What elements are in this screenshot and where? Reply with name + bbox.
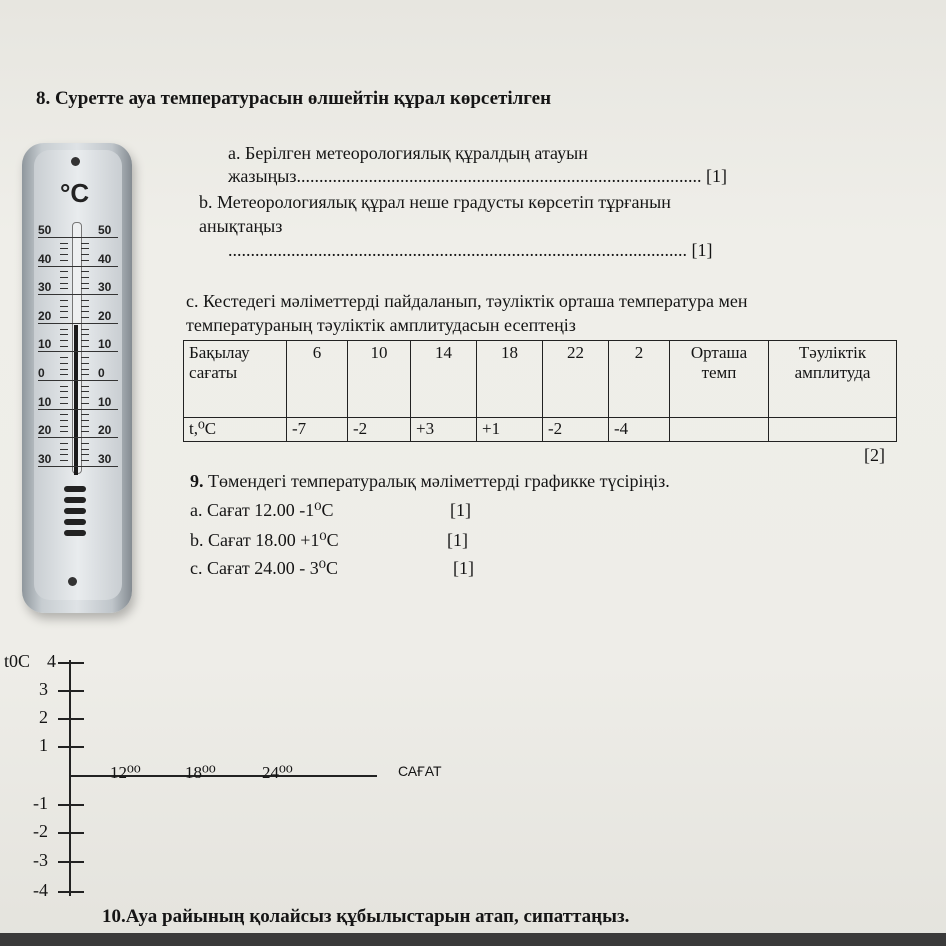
thermometer-minor-tick <box>81 386 89 387</box>
thermometer-bulb-segment <box>64 497 86 503</box>
thermometer-minor-tick <box>81 334 89 335</box>
thermometer-minor-tick <box>81 414 89 415</box>
thermometer-minor-tick <box>81 391 89 392</box>
thermometer-minor-tick <box>81 329 89 330</box>
thermometer-minor-tick <box>81 294 93 295</box>
thermometer-scale-label: 30 <box>38 451 52 466</box>
thermometer-minor-tick <box>60 454 68 455</box>
table-amp-label: Тәуліктік амплитуда <box>769 341 897 418</box>
thermometer-minor-tick <box>81 351 93 352</box>
thermometer-minor-tick <box>60 414 68 415</box>
thermometer-major-tick <box>38 409 118 410</box>
thermometer-minor-tick <box>60 334 68 335</box>
thermometer-minor-tick <box>60 277 68 278</box>
thermometer-minor-tick <box>81 369 89 370</box>
thermometer-minor-tick <box>60 329 68 330</box>
thermometer-minor-tick <box>60 409 72 410</box>
thermometer-minor-tick <box>81 317 89 318</box>
thermometer-minor-tick <box>60 374 68 375</box>
graph-x-tick: 24⁰⁰ <box>262 763 293 782</box>
table-temp-cell: -4 <box>609 418 670 442</box>
thermometer-minor-tick <box>81 460 89 461</box>
table-avg-label: Орташа темп <box>670 341 769 418</box>
graph-y-tick-mark <box>58 861 84 863</box>
thermometer-minor-tick <box>60 294 72 295</box>
thermometer-minor-tick <box>81 254 89 255</box>
thermometer-minor-tick <box>81 374 89 375</box>
q8-c-line2: температураның тәуліктік амплитудасын есептеңіз <box>186 315 576 335</box>
thermometer-minor-tick <box>81 449 89 450</box>
thermometer-minor-tick <box>81 397 89 398</box>
graph-y-tick-label: 1 <box>39 735 48 755</box>
graph-y-tick-label: -1 <box>33 793 48 813</box>
thermometer-scale-label: 20 <box>98 423 112 438</box>
thermometer-minor-tick <box>60 254 68 255</box>
thermometer-minor-tick <box>60 323 72 324</box>
thermometer-minor-tick <box>60 431 68 432</box>
table-hour-cell: 18 <box>477 341 543 418</box>
thermometer-minor-tick <box>60 351 72 352</box>
thermometer-minor-tick <box>81 271 89 272</box>
graph-y-tick-mark <box>58 891 84 893</box>
thermometer-minor-tick <box>81 311 89 312</box>
thermometer-scale-label: 10 <box>98 337 112 352</box>
question-9-text: Төмендегі температуралық мәліметтерді графикке түсіріңіз. <box>203 471 670 491</box>
thermometer-minor-tick <box>81 363 89 364</box>
thermometer-minor-tick <box>81 431 89 432</box>
thermometer-minor-tick <box>60 311 68 312</box>
thermometer-minor-tick <box>81 277 89 278</box>
graph-y-tick-mark <box>58 832 84 834</box>
thermometer-minor-tick <box>60 391 68 392</box>
table-temp-cell: +1 <box>477 418 543 442</box>
thermometer-minor-tick <box>81 340 89 341</box>
thermometer-major-tick <box>38 437 118 438</box>
graph-y-tick-label: 3 <box>39 679 48 699</box>
thermometer-minor-tick <box>60 260 68 261</box>
thermometer-minor-tick <box>60 300 68 301</box>
thermometer-bulb-segment <box>64 530 86 536</box>
thermometer-minor-tick <box>81 409 93 410</box>
thermometer-scale-label: 20 <box>98 308 112 323</box>
thermometer-minor-tick <box>81 323 93 324</box>
thermometer-scale-label: 50 <box>98 223 112 237</box>
thermometer-scale-label: 40 <box>98 251 112 266</box>
thermometer-major-tick <box>38 237 118 238</box>
thermometer-minor-tick <box>60 248 68 249</box>
thermometer-major-tick <box>38 351 118 352</box>
thermometer-minor-tick <box>60 449 68 450</box>
thermometer-major-tick <box>38 466 118 467</box>
table-head-label: Бақылау сағаты <box>184 341 287 418</box>
thermometer-minor-tick <box>81 426 89 427</box>
thermometer-minor-tick <box>60 346 68 347</box>
thermometer-bulb-segment <box>64 519 86 525</box>
thermometer-bulb-segment <box>64 508 86 514</box>
thermometer-scale-label: 0 <box>38 366 45 380</box>
thermometer-fluid <box>74 325 78 475</box>
question-9-number: 9. <box>190 471 204 491</box>
observation-table <box>183 340 897 442</box>
thermometer-minor-tick <box>60 271 68 272</box>
graph-y-tick-label: 4 <box>47 651 56 671</box>
q8-b-line1: b. Метеорологиялық құрал неше градусты көрсетіп тұрғанын <box>199 192 671 212</box>
table-hour-cell: 2 <box>609 341 670 418</box>
q9-item-a: a. Сағат 12.00 -1⁰C <box>190 500 334 520</box>
thermometer-minor-tick <box>60 317 68 318</box>
graph-x-tick: 12⁰⁰ <box>110 763 141 782</box>
graph-y-tick-mark <box>58 746 84 748</box>
graph-y-tick-mark <box>58 718 84 720</box>
thermometer-minor-tick <box>60 386 68 387</box>
thermometer-minor-tick <box>60 369 68 370</box>
thermometer-major-tick <box>38 323 118 324</box>
graph-y-tick-label: -4 <box>33 880 48 900</box>
thermometer-minor-tick <box>81 283 89 284</box>
q9-item-c-mark: [1] <box>453 558 474 578</box>
graph-y-tick-mark <box>58 662 84 664</box>
thermometer-top-hole <box>71 157 80 166</box>
table-temp-cell: +3 <box>411 418 477 442</box>
thermometer-minor-tick <box>81 357 89 358</box>
thermometer-scale-label: 30 <box>38 280 52 295</box>
thermometer-minor-tick <box>81 248 89 249</box>
q8-b-line3: ...................................................................................................... [1] <box>228 240 713 260</box>
thermometer-minor-tick <box>60 340 68 341</box>
q8-c-mark: [2] <box>864 445 885 465</box>
thermometer-minor-tick <box>60 380 72 381</box>
thermometer-scale-label: 10 <box>38 394 52 409</box>
thermometer-scale-label: 20 <box>38 308 52 323</box>
thermometer-minor-tick <box>81 306 89 307</box>
thermometer-minor-tick <box>60 460 68 461</box>
table-row-label: t,⁰C <box>184 418 287 442</box>
thermometer-scale-label: 10 <box>38 337 52 352</box>
thermometer-scale-label: 0 <box>98 366 105 380</box>
table-hour-cell: 6 <box>287 341 348 418</box>
thermometer-minor-tick <box>60 283 68 284</box>
thermometer-minor-tick <box>60 357 68 358</box>
thermometer-scale-label: 50 <box>38 223 52 237</box>
q8-c-line1: c. Кестедегі мәліметтерді пайдаланып, тәуліктік орташа температура мен <box>186 291 748 311</box>
thermometer-minor-tick <box>81 454 89 455</box>
thermometer-minor-tick <box>60 237 72 238</box>
thermometer-minor-tick <box>81 266 93 267</box>
table-temp-cell: -2 <box>348 418 411 442</box>
thermometer-minor-tick <box>60 397 68 398</box>
thermometer-scale-label: 30 <box>98 280 112 295</box>
thermometer-minor-tick <box>81 380 93 381</box>
thermometer-minor-tick <box>81 243 89 244</box>
thermometer-bottom-hole <box>68 577 77 586</box>
thermometer-scale-label: 30 <box>98 451 112 466</box>
graph-y-title: t0C <box>4 651 31 671</box>
thermometer-minor-tick <box>60 363 68 364</box>
graph-y-tick-mark <box>58 690 84 692</box>
thermometer-minor-tick <box>60 243 68 244</box>
thermometer-minor-tick <box>60 403 68 404</box>
graph-x-tick: 18⁰⁰ <box>185 763 216 782</box>
table-temp-cell: -2 <box>543 418 609 442</box>
q9-item-b: b. Сағат 18.00 +1⁰C <box>190 530 339 550</box>
q8-a-line1: a. Берілген метеорологиялық құралдың атауын <box>228 143 588 163</box>
table-temp-cell: -7 <box>287 418 348 442</box>
table-amp-answer[interactable] <box>769 418 897 442</box>
thermometer-minor-tick <box>60 306 68 307</box>
thermometer-minor-tick <box>81 300 89 301</box>
thermometer-minor-tick <box>60 466 72 467</box>
thermometer-minor-tick <box>60 420 68 421</box>
question-9-title <box>190 471 670 492</box>
thermometer-bulb-segment <box>64 486 86 492</box>
table-hour-cell: 14 <box>411 341 477 418</box>
thermometer-scale-label: 20 <box>38 423 52 438</box>
q8-b-line2: анықтаңыз <box>199 216 283 236</box>
table-hour-cell: 22 <box>543 341 609 418</box>
thermometer-minor-tick <box>60 443 68 444</box>
graph-y-tick-label: -2 <box>33 821 48 841</box>
thermometer-major-tick <box>38 294 118 295</box>
thermometer-minor-tick <box>81 466 93 467</box>
question-8-title: 8. Суретте ауа температурасын өлшейтін құрал көрсетілген <box>36 88 552 109</box>
thermometer-minor-tick <box>60 437 72 438</box>
thermometer-minor-tick <box>81 437 93 438</box>
thermometer-major-tick <box>38 380 118 381</box>
thermometer-minor-tick <box>81 288 89 289</box>
q9-item-a-mark: [1] <box>450 500 471 520</box>
thermometer-minor-tick <box>60 266 72 267</box>
graph-y-tick-mark <box>58 804 84 806</box>
graph-x-label: САҒАТ <box>398 763 442 779</box>
table-avg-answer[interactable] <box>670 418 769 442</box>
thermometer-minor-tick <box>81 420 89 421</box>
thermometer-minor-tick <box>60 288 68 289</box>
thermometer-minor-tick <box>81 260 89 261</box>
thermometer-major-tick <box>38 266 118 267</box>
thermometer-unit: °C <box>60 178 90 208</box>
thermometer-minor-tick <box>81 237 93 238</box>
thermometer-minor-tick <box>81 443 89 444</box>
thermometer-scale-label: 10 <box>98 394 112 409</box>
graph-y-tick-label: 2 <box>39 707 48 727</box>
table-hour-cell: 10 <box>348 341 411 418</box>
thermometer-scale-label: 40 <box>38 251 52 266</box>
bottom-photo-strip <box>0 933 946 946</box>
thermometer-minor-tick <box>60 426 68 427</box>
q8-a-line2: жазыңыз.......................................................................................... [1] <box>228 166 727 186</box>
q9-item-b-mark: [1] <box>447 530 468 550</box>
thermometer-minor-tick <box>81 403 89 404</box>
graph-y-tick-label: -3 <box>33 850 48 870</box>
thermometer-minor-tick <box>81 346 89 347</box>
question-10-title: 10.Ауа райының қолайсыз құбылыстарын атап, сипаттаңыз. <box>102 906 630 927</box>
q9-item-c: c. Сағат 24.00 - 3⁰C <box>190 558 338 578</box>
